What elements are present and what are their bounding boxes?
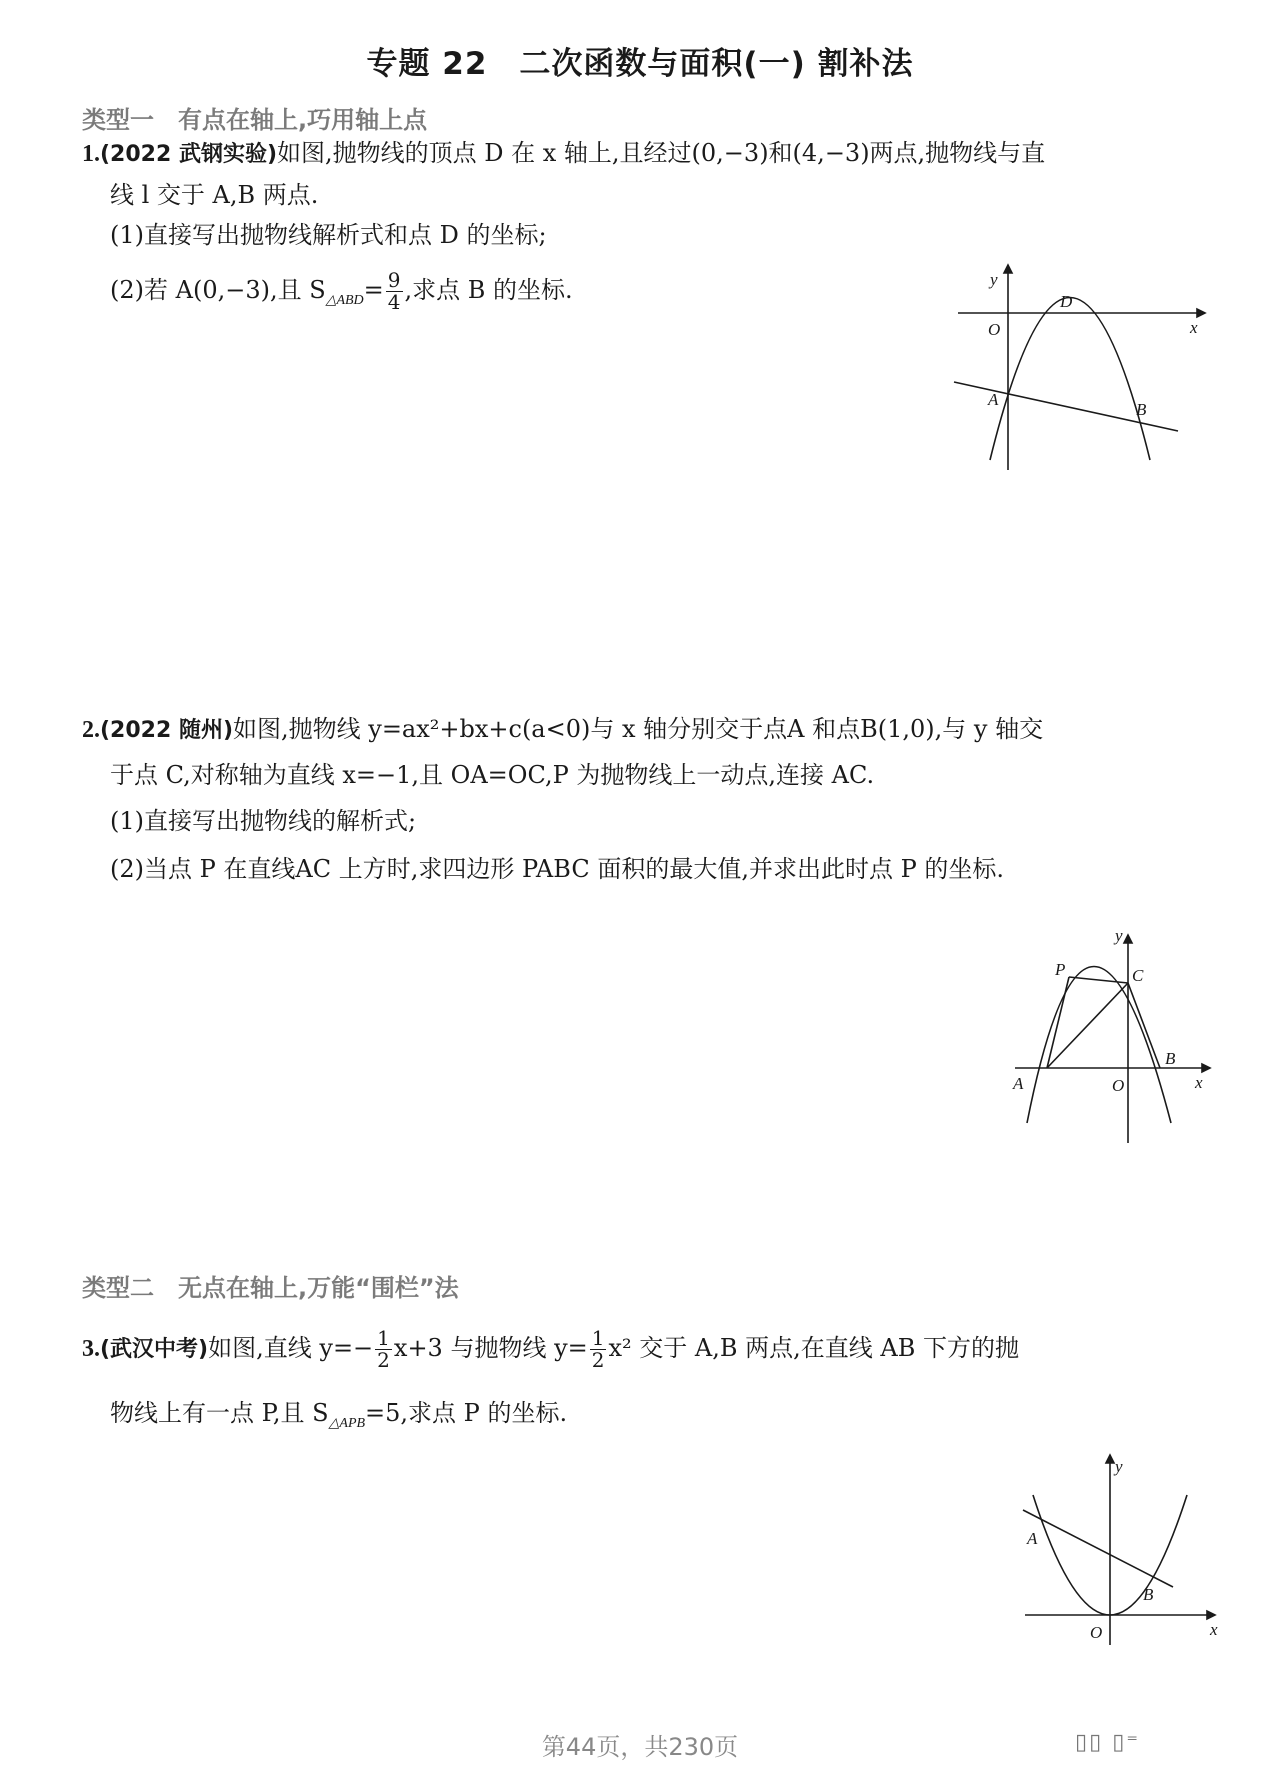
- q1-p2-post: ,求点 B 的坐标.: [404, 276, 573, 304]
- corner-mark: ▯▯ ▯⁼: [1075, 1730, 1140, 1755]
- fraction-numerator: 1: [591, 1326, 605, 1350]
- fig2-label-o: O: [1112, 1076, 1125, 1095]
- section-label: 类型一: [82, 106, 154, 134]
- q1-part-2: [110, 270, 573, 313]
- fig2-label-y: y: [1115, 926, 1123, 945]
- fig1-label-d: D: [1060, 292, 1073, 311]
- page-counter: 第44页，共230页: [541, 1733, 739, 1761]
- fig1-label-a: A: [988, 390, 999, 409]
- q1-p2-sub: △ABD: [325, 292, 364, 308]
- q2-line-1: [82, 716, 1043, 743]
- section-text: 有点在轴上,巧用轴上点: [178, 106, 428, 134]
- figure-2: [1005, 925, 1225, 1145]
- question-source: (2022 随州): [100, 718, 233, 743]
- q2-text-1: 如图,抛物线 y=ax²+bx+c(a<0)与 x 轴分别交于点A 和点B(1,0),与 y 轴交: [233, 715, 1044, 743]
- q2-part-2: (2)当点 P 在直线AC 上方时,求四边形 PABC 面积的最大值,并求出此时点 P 的坐标.: [110, 855, 1004, 883]
- q1-p2-pre: (2)若 A(0,−3),且 S: [110, 276, 326, 304]
- question-number: 3.: [82, 1336, 100, 1362]
- q1-line-2: 线 l 交于 A,B 两点.: [110, 181, 319, 209]
- fig2-label-x: x: [1195, 1073, 1203, 1092]
- section-heading-2: [82, 1268, 459, 1303]
- q3-line-2: [110, 1400, 567, 1431]
- question-source: (2022 武钢实验): [100, 142, 277, 167]
- fraction-denominator: 2: [591, 1348, 605, 1372]
- fig2-label-b: B: [1165, 1049, 1176, 1068]
- q1-line-1: [82, 140, 1045, 167]
- q3-text-a: 如图,直线 y=−: [208, 1334, 374, 1362]
- fraction-numerator: 9: [387, 268, 401, 292]
- fig1-label-b: B: [1136, 400, 1147, 419]
- fig1-label-x: x: [1190, 318, 1198, 337]
- fig3-label-o: O: [1090, 1623, 1103, 1642]
- page-title: 专题 22 二次函数与面积(一) 割补法: [366, 46, 914, 82]
- q2-part-1: (1)直接写出抛物线的解析式;: [110, 807, 417, 835]
- figure-3: [1015, 1450, 1235, 1650]
- fig3-label-b: B: [1143, 1585, 1154, 1604]
- q3-l2-post: =5,求点 P 的坐标.: [365, 1399, 568, 1427]
- q1-text-1: 如图,抛物线的顶点 D 在 x 轴上,且经过(0,−3)和(4,−3)两点,抛物线与直: [277, 139, 1046, 167]
- q3-l2-sub: △APB: [328, 1415, 366, 1431]
- fraction-numerator: 1: [377, 1326, 390, 1350]
- section-heading-1: [82, 100, 427, 135]
- fraction: [590, 1328, 607, 1371]
- fig3-label-y: y: [1115, 1457, 1123, 1476]
- fig1-label-o: O: [988, 320, 1001, 339]
- fig2-label-p: P: [1055, 960, 1066, 979]
- q3-line-1: [82, 1328, 1019, 1371]
- fig3-label-x: x: [1210, 1620, 1218, 1639]
- fig2-label-c: C: [1132, 966, 1144, 985]
- q1-p2-eq: =: [363, 276, 384, 304]
- q3-text-c: x² 交于 A,B 两点,在直线 AB 下方的抛: [608, 1334, 1019, 1362]
- fig2-label-a: A: [1013, 1074, 1024, 1093]
- fig3-label-a: A: [1027, 1529, 1038, 1548]
- question-number: 1.: [82, 141, 100, 167]
- q3-l2-pre: 物线上有一点 P,且 S: [110, 1399, 329, 1427]
- figure-1: [950, 255, 1220, 475]
- section-label: 类型二: [82, 1274, 154, 1302]
- question-source: (武汉中考): [100, 1337, 209, 1362]
- q2-line-2: 于点 C,对称轴为直线 x=−1,且 OA=OC,P 为抛物线上一动点,连接 AC.: [110, 761, 875, 789]
- fig1-label-y: y: [990, 270, 998, 289]
- q1-part-1: (1)直接写出抛物线解析式和点 D 的坐标;: [110, 221, 547, 249]
- fraction: [386, 270, 403, 313]
- fraction-denominator: 2: [377, 1348, 390, 1372]
- q3-text-b: x+3 与抛物线 y=: [393, 1334, 588, 1362]
- fraction-denominator: 4: [387, 290, 401, 314]
- question-number: 2.: [82, 717, 100, 743]
- section-text: 无点在轴上,万能“围栏”法: [178, 1274, 459, 1302]
- fraction: [375, 1328, 392, 1371]
